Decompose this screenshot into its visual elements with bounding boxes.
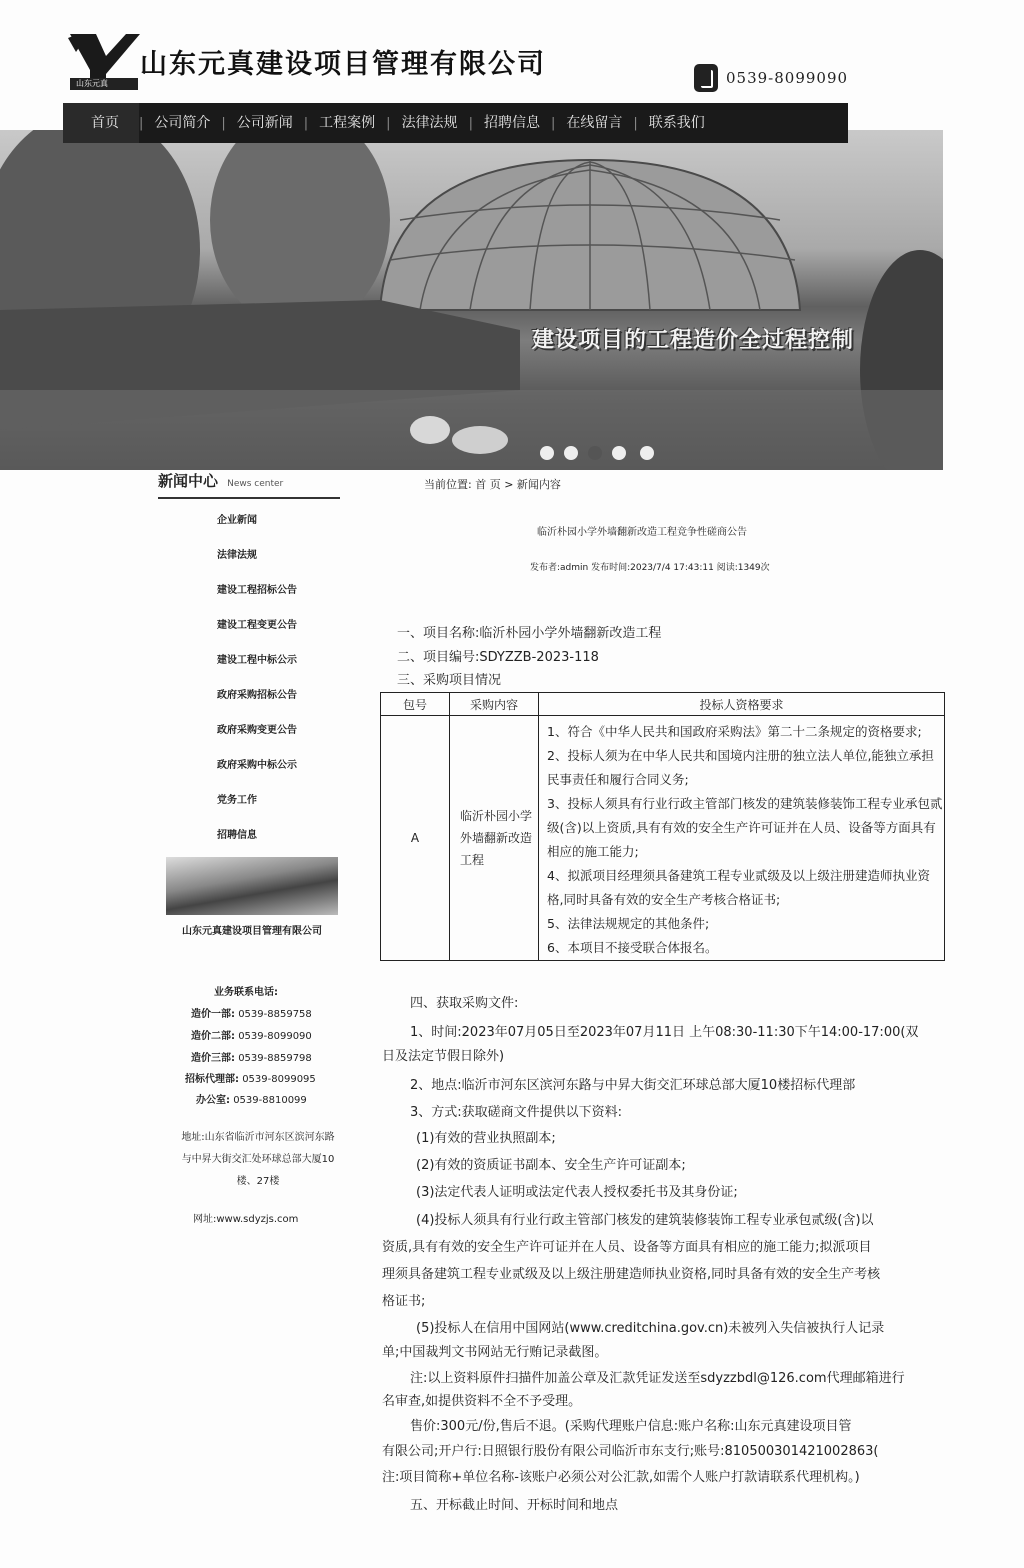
carousel-dot-active[interactable] (588, 446, 602, 460)
sidebar-website[interactable]: 网址:www.sdyzjs.com (193, 1214, 299, 1225)
table-header: 采购内容 (450, 693, 539, 716)
sidebar-title (158, 470, 340, 499)
sidebar-title-cn: 新闻中心 (158, 472, 219, 490)
sidebar-item-construction-change[interactable]: 建设工程变更公告 (217, 620, 297, 631)
requirements-table (380, 692, 945, 961)
contact-label: 招标代理部: (185, 1074, 239, 1085)
body-line: 3、方式:获取磋商文件提供以下资料: (410, 1105, 623, 1120)
nav-contact[interactable]: 联系我们 (648, 115, 705, 131)
sidebar-item-construction-tender[interactable]: 建设工程招标公告 (217, 585, 297, 596)
nav-separator: | (221, 115, 226, 131)
nav-law[interactable]: 法律法规 (401, 115, 458, 131)
price-line: 注:项目简称+单位名称-该账户必须公对公汇款,如需个人账户打款请联系代理机构。) (382, 1470, 860, 1485)
doc-item: (5)投标人在信用中国网站(www.creditchina.gov.cn)未被列入失信被执行人记录 (416, 1321, 885, 1336)
sidebar-item-construction-award[interactable]: 建设工程中标公示 (217, 655, 297, 666)
requirement-item: 4、拟派项目经理须具备建筑工程专业贰级及以上级注册建造师执业资格,同时具备有效的安全生产考核合格证书; (547, 868, 930, 907)
content-cell: 临沂朴园小学外墙翻新改造工程 (450, 716, 539, 961)
note-line: 名审查,如提供资料不全不予受理。 (382, 1394, 582, 1409)
company-name: 山东元真建设项目管理有限公司 (140, 49, 546, 80)
sidebar-item-recruit[interactable]: 招聘信息 (217, 830, 257, 841)
article-meta: 发布者:admin 发布时间:2023/7/4 17:43:11 阅读:1349次 (530, 563, 770, 573)
project-number: 二、项目编号:SDYZZB-2023-118 (397, 650, 599, 665)
body-line: 资质,具有有效的安全生产许可证并在人员、设备等方面具有相应的施工能力;拟派项目 (382, 1240, 872, 1255)
contact-label: 造价一部: (191, 1009, 235, 1020)
body-line: 格证书; (382, 1294, 426, 1309)
nav-separator: | (468, 115, 473, 131)
sidebar-item-gov-tender[interactable]: 政府采购招标公告 (217, 690, 297, 701)
sidebar-photo (166, 857, 338, 915)
note-line: 注:以上资料原件扫描件加盖公章及汇款凭证发送至sdyzzbdl@126.com代理邮箱进行 (410, 1371, 905, 1386)
price-line: 售价:300元/份,售后不退。(采购代理账户信息:账户名称:山东元真建设项目管 (410, 1419, 852, 1434)
table-header: 投标人资格要求 (539, 693, 945, 716)
contact-label: 造价三部: (191, 1053, 235, 1064)
sidebar-item-laws[interactable]: 法律法规 (217, 550, 257, 561)
breadcrumb[interactable]: 当前位置: 首 页 > 新闻内容 (424, 478, 561, 491)
contact-title: 业务联系电话: (214, 987, 278, 998)
body-line: 日及法定节假日除外) (382, 1049, 505, 1064)
main-nav (63, 103, 848, 143)
body-line: 单;中国裁判文书网站无行贿记录截图。 (382, 1345, 608, 1360)
carousel-dot[interactable] (612, 446, 626, 460)
nav-separator: | (633, 115, 638, 131)
nav-news[interactable]: 公司新闻 (236, 115, 293, 131)
requirement-item: 5、法律法规规定的其他条件; (547, 916, 710, 931)
logo-subtext: 山东元真 (76, 79, 108, 88)
project-name: 一、项目名称:临沂朴园小学外墙翻新改造工程 (397, 626, 662, 641)
doc-item: (3)法定代表人证明或法定代表人授权委托书及其身份证; (416, 1185, 738, 1200)
doc-item: (4)投标人须具有行业行政主管部门核发的建筑装修装饰工程专业承包贰级(含)以 (416, 1213, 874, 1228)
body-line: 2、地点:临沂市河东区滨河东路与中昇大街交汇环球总部大厦10楼招标代理部 (410, 1078, 856, 1093)
package-cell: A (381, 716, 450, 961)
nav-cases[interactable]: 工程案例 (319, 115, 376, 131)
contact-row (191, 1005, 312, 1020)
doc-item: (1)有效的营业执照副本; (416, 1131, 556, 1146)
contact-phone: 0539-8099095 (242, 1074, 316, 1085)
sidebar-title-en: News center (227, 479, 284, 489)
requirement-item: 3、投标人须具有行业行政主管部门核发的建筑装修装饰工程专业承包贰级(含)以上资质,具有有效的安全生产许可证并在人员、设备等方面具有相应的施工能力; (547, 796, 943, 859)
table-header: 包号 (381, 693, 450, 716)
contact-row (191, 1027, 312, 1042)
contact-phone: 0539-8859798 (238, 1053, 312, 1064)
contact-row (185, 1070, 316, 1085)
body-line: 理须具备建筑工程专业贰级及以上级注册建造师执业资格,同时具备有效的安全生产考核 (382, 1267, 881, 1282)
requirements-cell (539, 716, 945, 961)
article-title: 临沂朴园小学外墙翻新改造工程竞争性磋商公告 (537, 527, 747, 538)
company-logo[interactable] (66, 30, 142, 92)
carousel-dot[interactable] (564, 446, 578, 460)
sidebar-item-company-news[interactable]: 企业新闻 (217, 515, 257, 526)
body-line: 1、时间:2023年07月05日至2023年07月11日 上午08:30-11:30下午14:00-17:00(双 (410, 1025, 919, 1040)
header-phone-number: 0539-8099090 (726, 69, 849, 87)
requirement-item: 1、符合《中华人民共和国政府采购法》第二十二条规定的资格要求; (547, 724, 922, 739)
contact-phone: 0539-8859758 (238, 1009, 312, 1020)
nav-separator: | (386, 115, 391, 131)
requirement-item: 2、投标人须为在中华人民共和国境内注册的独立法人单位,能独立承担民事责任和履行合同义务; (547, 748, 934, 787)
contact-label: 办公室: (196, 1095, 230, 1106)
contact-phone: 0539-8099090 (238, 1031, 312, 1042)
nav-about[interactable]: 公司简介 (154, 115, 211, 131)
carousel-dot[interactable] (540, 446, 554, 460)
doc-item: (2)有效的资质证书副本、安全生产许可证副本; (416, 1158, 686, 1173)
contact-row (196, 1091, 307, 1106)
price-line: 有限公司;开户行:日照银行股份有限公司临沂市东支行;账号:810500301421002863( (382, 1444, 879, 1459)
contact-row (191, 1049, 312, 1064)
table-row (381, 716, 945, 961)
sidebar-item-party[interactable]: 党务工作 (217, 795, 257, 806)
section-heading: 四、获取采购文件: (410, 996, 519, 1011)
sidebar-company-name: 山东元真建设项目管理有限公司 (182, 926, 322, 937)
section-heading: 三、采购项目情况 (397, 673, 502, 688)
banner-photo (0, 130, 943, 470)
carousel-dot[interactable] (640, 446, 654, 460)
nav-message[interactable]: 在线留言 (566, 115, 623, 131)
nav-separator: | (139, 115, 144, 131)
nav-separator: | (303, 115, 309, 131)
section-heading: 五、开标截止时间、开标时间和地点 (410, 1498, 619, 1513)
sidebar-item-gov-change[interactable]: 政府采购变更公告 (217, 725, 297, 736)
table-header-row (381, 693, 945, 716)
sidebar-item-gov-award[interactable]: 政府采购中标公示 (217, 760, 297, 771)
requirement-item: 6、本项目不接受联合体报名。 (547, 940, 718, 955)
banner-slogan: 建设项目的工程造价全过程控制 (532, 328, 855, 353)
nav-jobs[interactable]: 招聘信息 (483, 115, 540, 131)
phone-icon (694, 64, 718, 92)
sidebar-address: 地址:山东省临沂市河东区滨河东路与中昇大街交汇处环球总部大厦10楼、27楼 (181, 1132, 335, 1187)
contact-phone: 0539-8810099 (233, 1095, 307, 1106)
nav-home[interactable]: 首页 (63, 103, 139, 143)
nav-separator: | (550, 115, 556, 131)
contact-label: 造价二部: (191, 1031, 235, 1042)
hero-banner (0, 130, 943, 470)
